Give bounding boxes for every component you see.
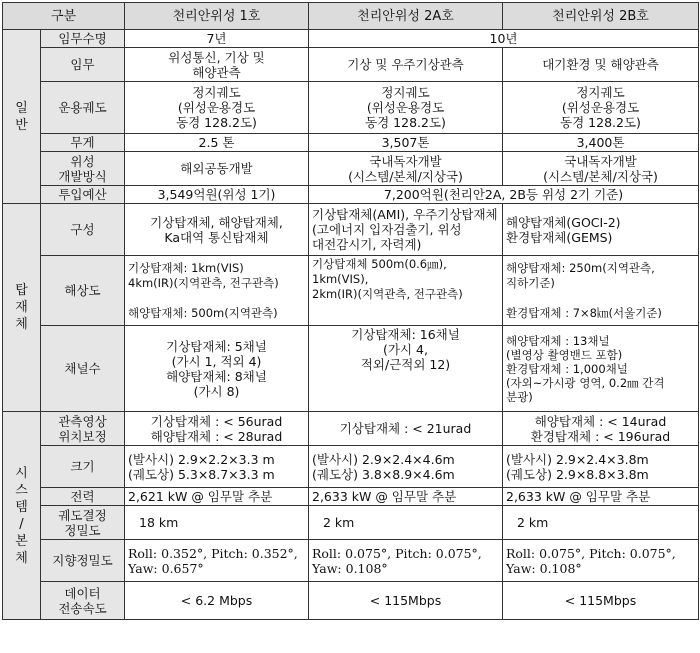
value-pointing-1: Roll: 0.352°, Pitch: 0.352°, Yaw: 0.657° <box>125 540 309 582</box>
value-mission-2b: 대기환경 및 해양관측 <box>503 48 699 82</box>
value-development-2b: 국내독자개발 (시스템/본체/지상국) <box>503 152 699 186</box>
value-mission-1: 위성통신, 기상 및 해양관측 <box>125 48 309 82</box>
row-image-correction <box>3 412 699 446</box>
row-budget <box>3 186 699 204</box>
value-development-1: 해외공동개발 <box>125 152 309 186</box>
row-size <box>3 446 699 488</box>
label-size: 크기 <box>41 446 125 488</box>
value-resolution-2b: 해양탑재체: 250m(지역관측, 직하기준) 환경탑재체 : 7×8㎞(서울기준) <box>503 256 699 326</box>
value-pointing-2b: Roll: 0.075°, Pitch: 0.075°, Yaw: 0.108° <box>503 540 699 582</box>
value-resolution-1: 기상탑재체: 1km(VIS) 4km(IR)(지역관측, 전구관측) 해양탑재체: 500m(지역관측) <box>125 256 309 326</box>
label-budget: 투입예산 <box>41 186 125 204</box>
value-data-rate-1: < 6.2 Mbps <box>125 582 309 620</box>
value-size-1: (발사시) 2.9×2.2×3.3 m (궤도상) 5.3×8.7×3.3 m <box>125 446 309 488</box>
label-lifespan: 임무수명 <box>41 30 125 48</box>
header-satellite-2a: 천리안위성 2A호 <box>309 3 503 30</box>
header-satellite-2b: 천리안위성 2B호 <box>503 3 699 30</box>
value-power-2a: 2,633 kW @ 임무말 추분 <box>309 488 503 506</box>
value-orbit-2b: 정지궤도 (위성운용경도 동경 128.2도) <box>503 82 699 134</box>
value-configuration-2b: 해양탑재체(GOCI-2) 환경탑재체(GEMS) <box>503 204 699 256</box>
value-power-1: 2,621 kW @ 임무말 추분 <box>125 488 309 506</box>
value-image-correction-2a: 기상탑재체 : < 21urad <box>309 412 503 446</box>
row-channels <box>3 326 699 412</box>
value-data-rate-2b: < 115Mbps <box>503 582 699 620</box>
row-pointing <box>3 540 699 582</box>
row-configuration <box>3 204 699 256</box>
value-weight-2b: 3,400톤 <box>503 134 699 152</box>
value-configuration-2a: 기상탑재체(AMI), 우주기상탑재체 (고에너지 입자검출기, 위성 대전감시기, 자력계) <box>309 204 503 256</box>
label-configuration: 구성 <box>41 204 125 256</box>
category-system: 시 스 템 / 본 체 <box>3 412 41 620</box>
row-lifespan <box>3 30 699 48</box>
value-budget-2: 7,200억원(천리안2A, 2B등 위성 2기 기준) <box>309 186 699 204</box>
value-mission-2a: 기상 및 우주기상관측 <box>309 48 503 82</box>
value-orbit-accuracy-2a: 2 km <box>309 506 503 540</box>
label-image-correction: 관측영상 위치보정 <box>41 412 125 446</box>
label-channels: 채널수 <box>41 326 125 412</box>
value-development-2a: 국내독자개발 (시스템/본체/지상국) <box>309 152 503 186</box>
value-weight-2a: 3,507톤 <box>309 134 503 152</box>
row-resolution <box>3 256 699 326</box>
value-configuration-1: 기상탑재체, 해양탑재체, Ka대역 통신탑재체 <box>125 204 309 256</box>
value-size-2b: (발사시) 2.9×2.4×3.8m (궤도상) 2.9×8.8×3.8m <box>503 446 699 488</box>
label-data-rate: 데이터 전송속도 <box>41 582 125 620</box>
value-orbit-accuracy-1: 18 km <box>125 506 309 540</box>
value-image-correction-2b: 해양탑재체 : < 14urad 환경탑재체 : < 196urad <box>503 412 699 446</box>
category-payload: 탑 재 체 <box>3 204 41 412</box>
row-orbit <box>3 82 699 134</box>
label-orbit: 운용궤도 <box>41 82 125 134</box>
value-power-2b: 2,633 kW @ 임무말 추분 <box>503 488 699 506</box>
row-development <box>3 152 699 186</box>
label-development: 위성 개발방식 <box>41 152 125 186</box>
satellite-comparison-table <box>2 2 699 620</box>
value-resolution-2a: 기상탑재체 500m(0.6㎛), 1km(VIS), 2km(IR)(지역관측, 전구관측) <box>309 256 503 326</box>
label-mission: 임무 <box>41 48 125 82</box>
row-orbit-accuracy <box>3 506 699 540</box>
row-data-rate <box>3 582 699 620</box>
value-image-correction-1: 기상탑재체 : < 56urad 해양탑재체 : < 28urad <box>125 412 309 446</box>
value-channels-1: 기상탑재체: 5채널 (가시 1, 적외 4) 해양탑재체: 8채널 (가시 8) <box>125 326 309 412</box>
value-size-2a: (발사시) 2.9×2.4×4.6m (궤도상) 3.8×8.9×4.6m <box>309 446 503 488</box>
value-orbit-1: 정지궤도 (위성운용경도 동경 128.2도) <box>125 82 309 134</box>
header-satellite-1: 천리안위성 1호 <box>125 3 309 30</box>
label-power: 전력 <box>41 488 125 506</box>
value-pointing-2a: Roll: 0.075°, Pitch: 0.075°, Yaw: 0.108° <box>309 540 503 582</box>
value-channels-2b: 해양탑재체 : 13채널 (별영상 촬영밴드 포함) 환경탑재체 : 1,000채널 (자외~가시광 영역, 0.2㎚ 간격 분광) <box>503 326 699 412</box>
value-data-rate-2a: < 115Mbps <box>309 582 503 620</box>
value-weight-1: 2.5 톤 <box>125 134 309 152</box>
label-resolution: 해상도 <box>41 256 125 326</box>
label-pointing: 지향정밀도 <box>41 540 125 582</box>
row-weight <box>3 134 699 152</box>
value-orbit-accuracy-2b: 2 km <box>503 506 699 540</box>
header-row <box>3 3 699 30</box>
row-power <box>3 488 699 506</box>
header-category: 구분 <box>3 3 125 30</box>
value-orbit-2a: 정지궤도 (위성운용경도 동경 128.2도) <box>309 82 503 134</box>
category-general: 일 반 <box>3 30 41 204</box>
label-weight: 무게 <box>41 134 125 152</box>
value-budget-1: 3,549억원(위성 1기) <box>125 186 309 204</box>
row-mission <box>3 48 699 82</box>
value-lifespan-2: 10년 <box>309 30 699 48</box>
value-lifespan-1: 7년 <box>125 30 309 48</box>
label-orbit-accuracy: 궤도결정 정밀도 <box>41 506 125 540</box>
value-channels-2a: 기상탑재체: 16채널 (가시 4, 적외/근적외 12) <box>309 326 503 412</box>
